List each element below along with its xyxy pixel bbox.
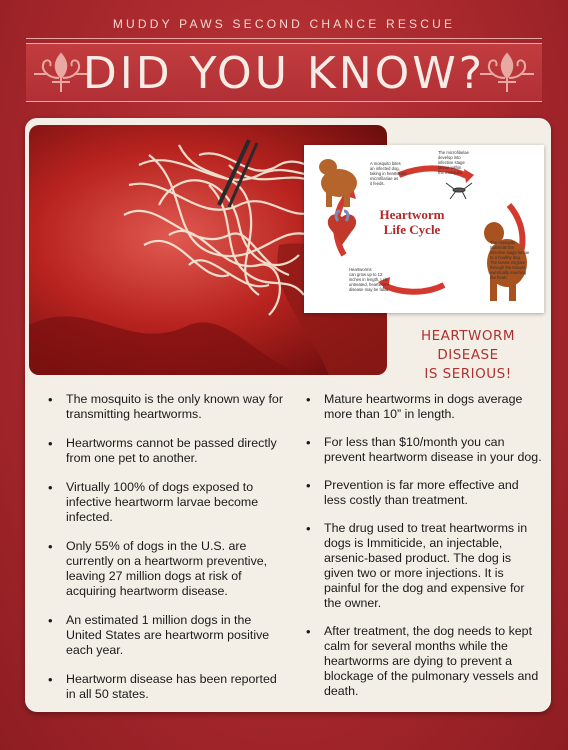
fact-item: • The drug used to treat heartworms in dogs is Immiticide, an injectable, arsenic-based product. The dog is given two or more injections. It is painful for the dog and expensive for the owner. [304,521,542,611]
note-top-left-5: it feeds. [370,181,385,186]
note-bottom-left-4: untreated, heartworm [349,282,389,287]
fleur-de-lis-icon-right [472,48,542,98]
note-bottom-left-5: disease may be fatal. [349,287,389,292]
fact-item: • The mosquito is the only known way for transmitting heartworms. [46,392,286,422]
fact-item: • Heartworms cannot be passed directly from one pet to another. [46,436,286,466]
callout-heading [388,327,548,384]
note-top-right-5: the mosquito. [438,170,464,175]
organization-name: MUDDY PAWS SECOND CHANCE RESCUE [112,17,456,31]
note-top-left-3: taking in heartworm [370,171,407,176]
note-top-right-4: larvae within [438,165,462,170]
note-top-left-2: an infected dog, [370,166,400,171]
note-right-8: the heart. [490,275,508,280]
note-right-1: The mosquito [490,240,516,245]
diagram-title-line2: Life Cycle [383,222,441,237]
fact-item: • Mature heartworms in dogs average more than 10” in length. [304,392,542,422]
note-top-right-2: develop into [438,155,461,160]
fact-item: • Heartworm disease has been reported in all 50 states. [46,672,286,702]
note-right-4: to a healthy dog. [490,255,521,260]
fact-item: • Only 55% of dogs in the U.S. are currently on a heartworm preventive, leaving 27 million dogs at risk of acquiring heartworm disease. [46,539,286,599]
note-right-2: transmits the [490,245,514,250]
life-cycle-illustration [304,145,544,313]
note-bottom-left-1: Heartworms [349,267,372,272]
note-right-5: The larvae migrate [490,260,525,265]
note-right-3: infective stage larvae [490,250,530,255]
heartworm-life-cycle-diagram [304,145,544,313]
note-bottom-left-3: inches in length. Left [349,277,388,282]
note-right-7: eventually reaching [490,270,527,275]
fact-item: • An estimated 1 million dogs in the United States are heartworm positive each year. [46,613,286,658]
note-top-left-4: microfilariae as [370,176,399,181]
facts-list-left [46,392,286,716]
callout-line1: HEARTWORM DISEASE [420,328,516,363]
page-title: DID YOU KNOW? [82,48,486,99]
fact-item: • Prevention is far more effective and less costly than treatment. [304,478,542,508]
title-banner [26,43,542,102]
note-bottom-left-2: can grow up to 12 [349,272,383,277]
note-right-6: through the tissues, [490,265,527,270]
header-divider [26,38,542,39]
facts-list-right [304,392,542,712]
fact-item: • Virtually 100% of dogs exposed to infective heartworm larvae become infected. [46,480,286,525]
fact-item: • For less than $10/month you can prevent heartworm disease in your dog. [304,435,542,465]
fact-item: • After treatment, the dog needs to kept calm for several months while the heartworms are dying to prevent a blockage of the pulmonary vessels and death. [304,624,542,699]
note-top-right-1: The microfilariae [438,150,469,155]
callout-line2: IS SERIOUS! [424,366,512,382]
diagram-title-line1: Heartworm [379,207,445,222]
note-top-right-3: infective stage [438,160,465,165]
note-top-left-1: A mosquito bites [370,161,401,166]
